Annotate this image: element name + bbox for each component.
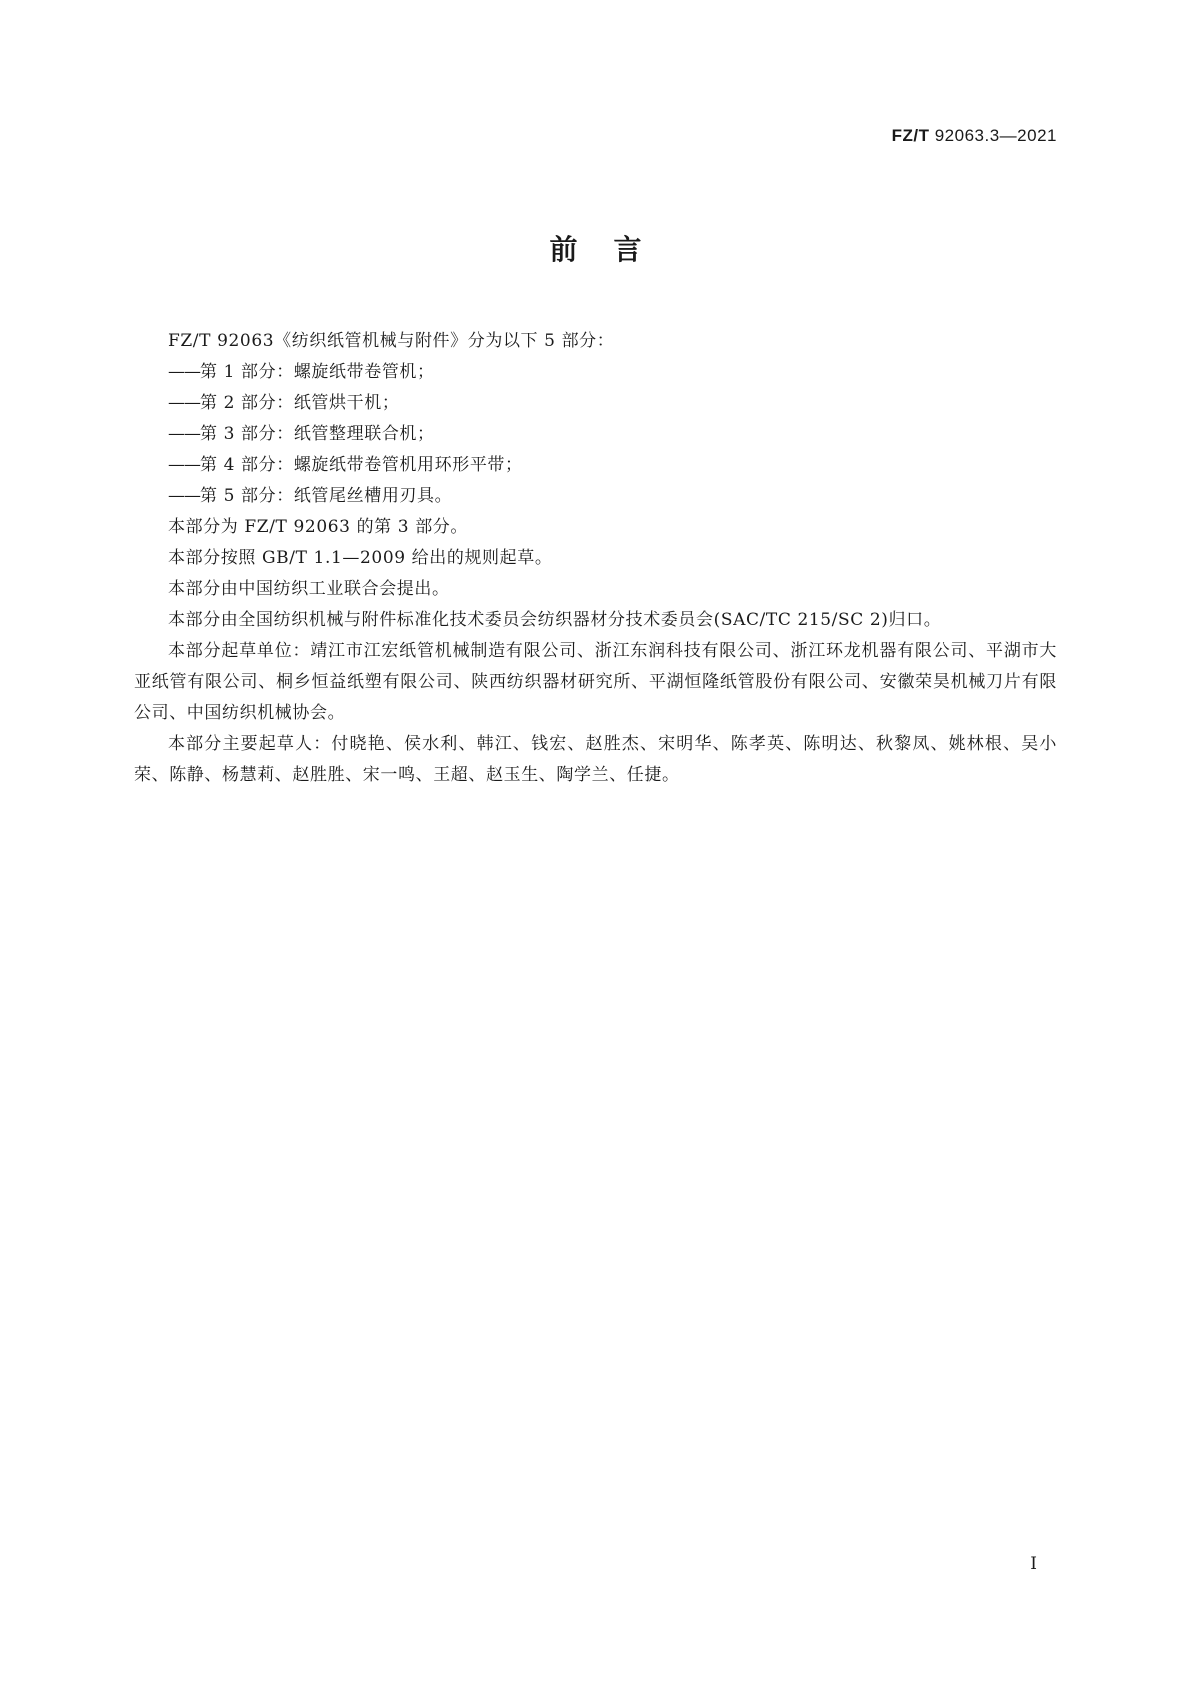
responsible-committee-paragraph: 本部分由全国纺织机械与附件标准化技术委员会纺织器材分技术委员会(SAC/TC 215/SC 2)归口。 [168, 610, 942, 630]
drafting-rules-paragraph: 本部分按照 GB/T 1.1—2009 给出的规则起草。 [168, 548, 553, 568]
part-text: 第 1 部分：螺旋纸带卷管机； [200, 362, 435, 382]
intro-paragraph: FZ/T 92063《纺织纸管机械与附件》分为以下 5 部分： [168, 331, 615, 351]
part-list-item-2 [134, 388, 1057, 419]
part-list-item-3 [134, 419, 1057, 450]
part-text: 第 3 部分：纸管整理联合机； [200, 424, 435, 444]
em-dash: —— [168, 424, 200, 444]
proposer-paragraph: 本部分由中国纺织工业联合会提出。 [168, 579, 450, 599]
em-dash: —— [168, 455, 200, 475]
part-list-item-1 [134, 357, 1057, 388]
standard-code-prefix: FZ/T [891, 126, 930, 145]
part-list-item-4 [134, 450, 1057, 481]
foreword-body [134, 326, 1057, 791]
em-dash: —— [168, 486, 200, 506]
em-dash: —— [168, 393, 200, 413]
page-title: 前言 [549, 233, 678, 266]
standard-code-number: 92063.3—2021 [934, 126, 1057, 145]
part-text: 第 4 部分：螺旋纸带卷管机用环形平带； [200, 455, 523, 475]
part-list-item-5 [134, 481, 1057, 512]
page-number: I [1030, 1554, 1037, 1574]
drafters-paragraph: 本部分主要起草人：付晓艳、侯水利、韩江、钱宏、赵胜杰、宋明华、陈孝英、陈明达、秋黎凤、姚林根、吴小荣、陈静、杨慧莉、赵胜胜、宋一鸣、王超、赵玉生、陶学兰、任捷。 [134, 734, 1057, 785]
em-dash: —— [168, 362, 200, 382]
standard-code [892, 126, 1057, 146]
part-text: 第 5 部分：纸管尾丝槽用刃具。 [200, 486, 453, 506]
drafting-units-paragraph: 本部分起草单位：靖江市江宏纸管机械制造有限公司、浙江东润科技有限公司、浙江环龙机器有限公司、平湖市大亚纸管有限公司、桐乡恒益纸塑有限公司、陕西纺织器材研究所、平湖恒隆纸管股份有限公司、安徽荣昊机械刀片有限公司、中国纺织机械协会。 [134, 641, 1057, 723]
part-text: 第 2 部分：纸管烘干机； [200, 393, 400, 413]
part-statement-paragraph: 本部分为 FZ/T 92063 的第 3 部分。 [168, 517, 468, 537]
